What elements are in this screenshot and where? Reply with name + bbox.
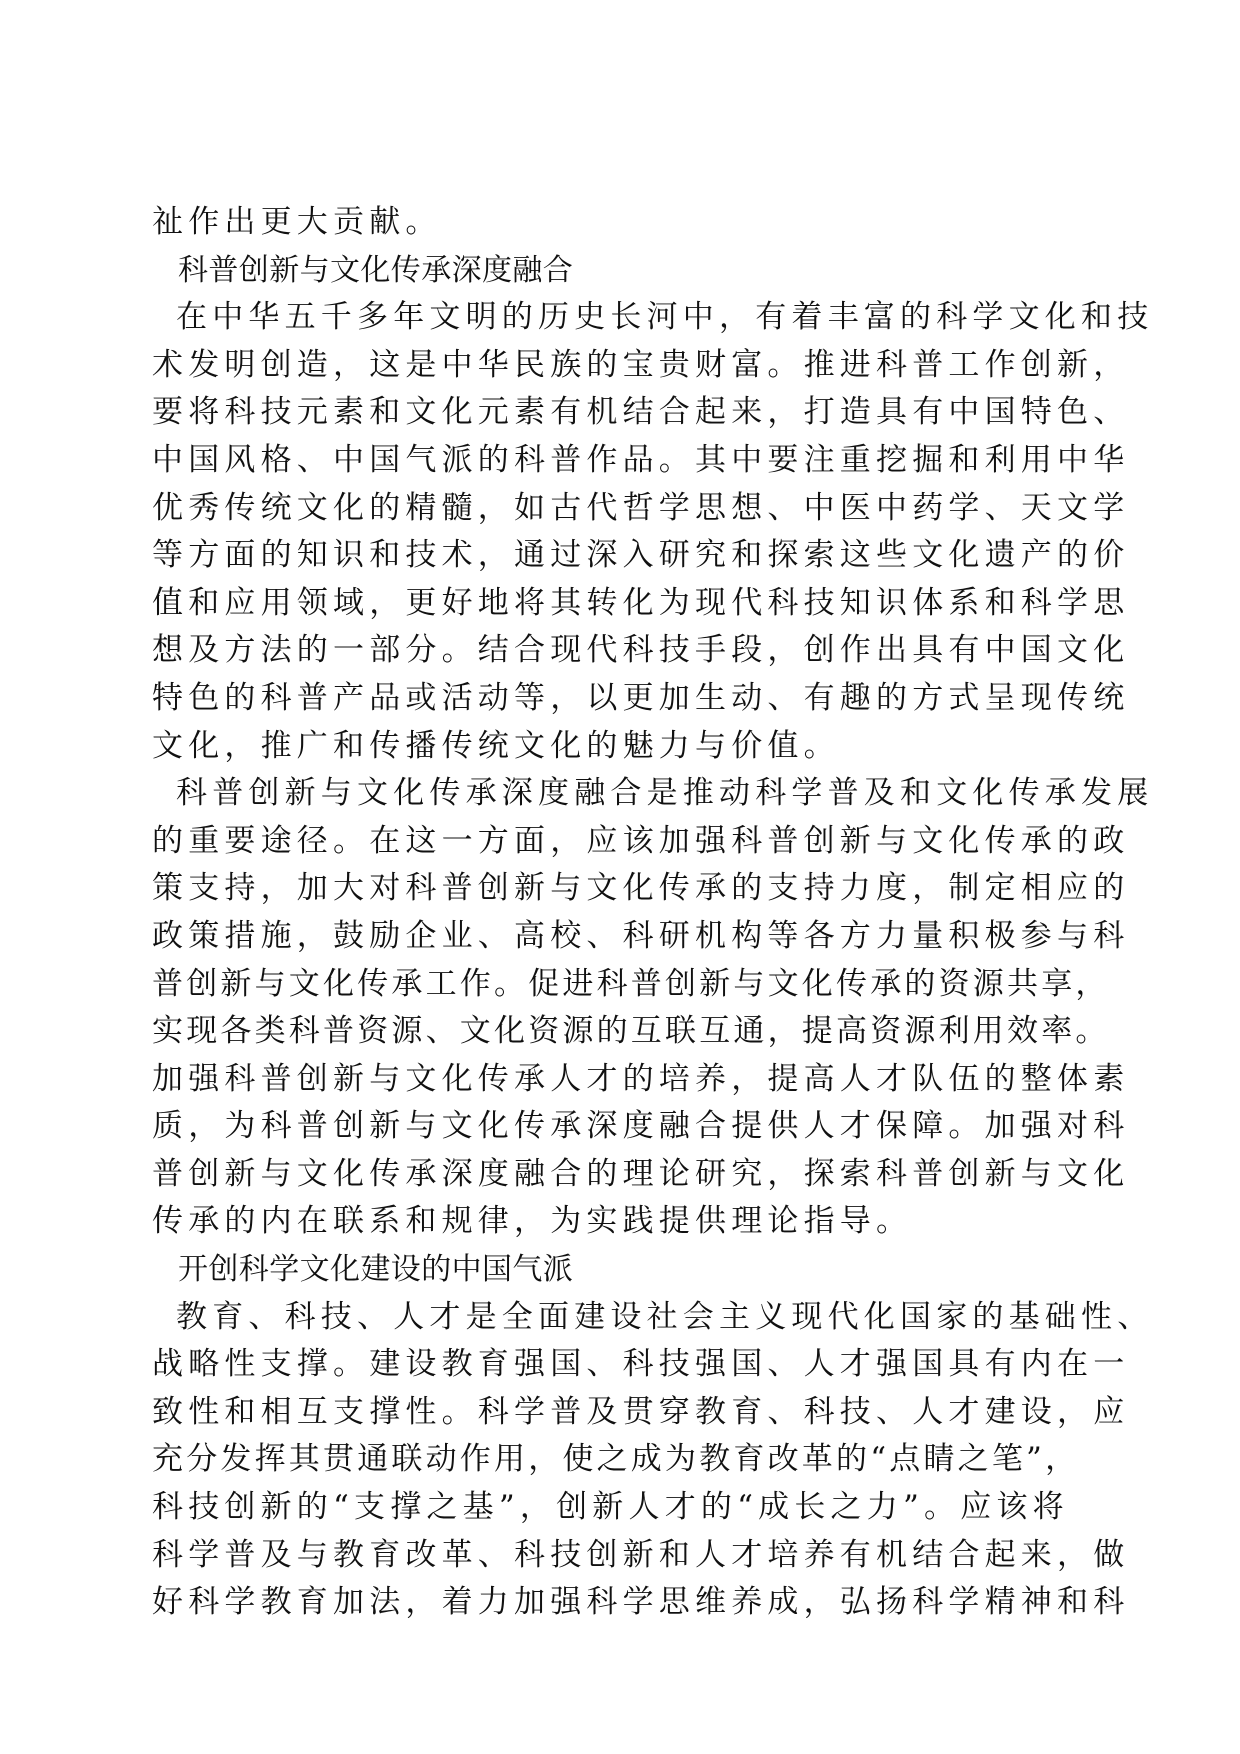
text-line: 值和应用领域，更好地将其转化为现代科技知识体系和科学思 [152, 584, 1130, 621]
text-line: 科学普及与教育改革、科技创新和人才培养有机结合起来，做 [152, 1536, 1130, 1573]
paragraph-3 [152, 1294, 1154, 1627]
text-line: 等方面的知识和技术，通过深入研究和探索这些文化遗产的价 [152, 537, 1130, 574]
text-line: 策支持，加大对科普创新与文化传承的支持力度，制定相应的 [152, 870, 1130, 907]
text-line: 文化，推广和传播传统文化的魅力与价值。 [152, 727, 840, 764]
text-line: 实现各类科普资源、文化资源的互联互通，提高资源利用效率。 [152, 1013, 1110, 1050]
text-line: 科普创新与文化传承深度融合是推动科学普及和文化传承发展 [176, 775, 1154, 812]
document-body [152, 199, 1154, 1627]
text-line: 好科学教育加法，着力加强科学思维养成，弘扬科学精神和科 [152, 1584, 1130, 1621]
text-line: 加强科普创新与文化传承人才的培养，提高人才队伍的整体素 [152, 1060, 1130, 1097]
text-line: 要将科技元素和文化元素有机结合起来，打造具有中国特色、 [152, 394, 1130, 431]
section-heading-1: 科普创新与文化传承深度融合 [178, 252, 574, 288]
text-line: 在中华五千多年文明的历史长河中，有着丰富的科学文化和技 [176, 299, 1154, 336]
paragraph-1 [152, 294, 1154, 770]
text-line: 想及方法的一部分。结合现代科技手段，创作出具有中国文化 [152, 632, 1130, 669]
text-line: 术发明创造，这是中华民族的宝贵财富。推进科普工作创新， [152, 346, 1130, 383]
paragraph-2 [152, 770, 1154, 1246]
text-line: 中国风格、中国气派的科普作品。其中要注重挖掘和利用中华 [152, 441, 1130, 478]
text-line: 战略性支撑。建设教育强国、科技强国、人才强国具有内在一 [152, 1346, 1130, 1383]
text-line: 普创新与文化传承工作。促进科普创新与文化传承的资源共享， [152, 965, 1110, 1002]
text-line: 优秀传统文化的精髓，如古代哲学思想、中医中药学、天文学 [152, 489, 1130, 526]
text-line: 科技创新的“支撑之基”，创新人才的“成长之力”。应该将 [152, 1489, 1069, 1526]
paragraph-continuation [152, 199, 1084, 247]
text-line: 的重要途径。在这一方面，应该加强科普创新与文化传承的政 [152, 822, 1130, 859]
text-line: 普创新与文化传承深度融合的理论研究，探索科普创新与文化 [152, 1155, 1130, 1192]
section-heading-2: 开创科学文化建设的中国气派 [178, 1252, 574, 1288]
text-line: 政策措施，鼓励企业、高校、科研机构等各方力量积极参与科 [152, 917, 1130, 954]
text-line: 充分发挥其贯通联动作用，使之成为教育改革的“点睛之笔”， [152, 1441, 1080, 1478]
text-line: 传承的内在联系和规律，为实践提供理论指导。 [152, 1203, 913, 1240]
text-line: 特色的科普产品或活动等，以更加生动、有趣的方式呈现传统 [152, 679, 1130, 716]
text-line: 致性和相互支撑性。科学普及贯穿教育、科技、人才建设，应 [152, 1393, 1130, 1430]
text-line: 质，为科普创新与文化传承深度融合提供人才保障。加强对科 [152, 1108, 1130, 1145]
text-line: 祉作出更大贡献。 [152, 204, 442, 240]
text-line: 教育、科技、人才是全面建设社会主义现代化国家的基础性、 [176, 1298, 1154, 1335]
